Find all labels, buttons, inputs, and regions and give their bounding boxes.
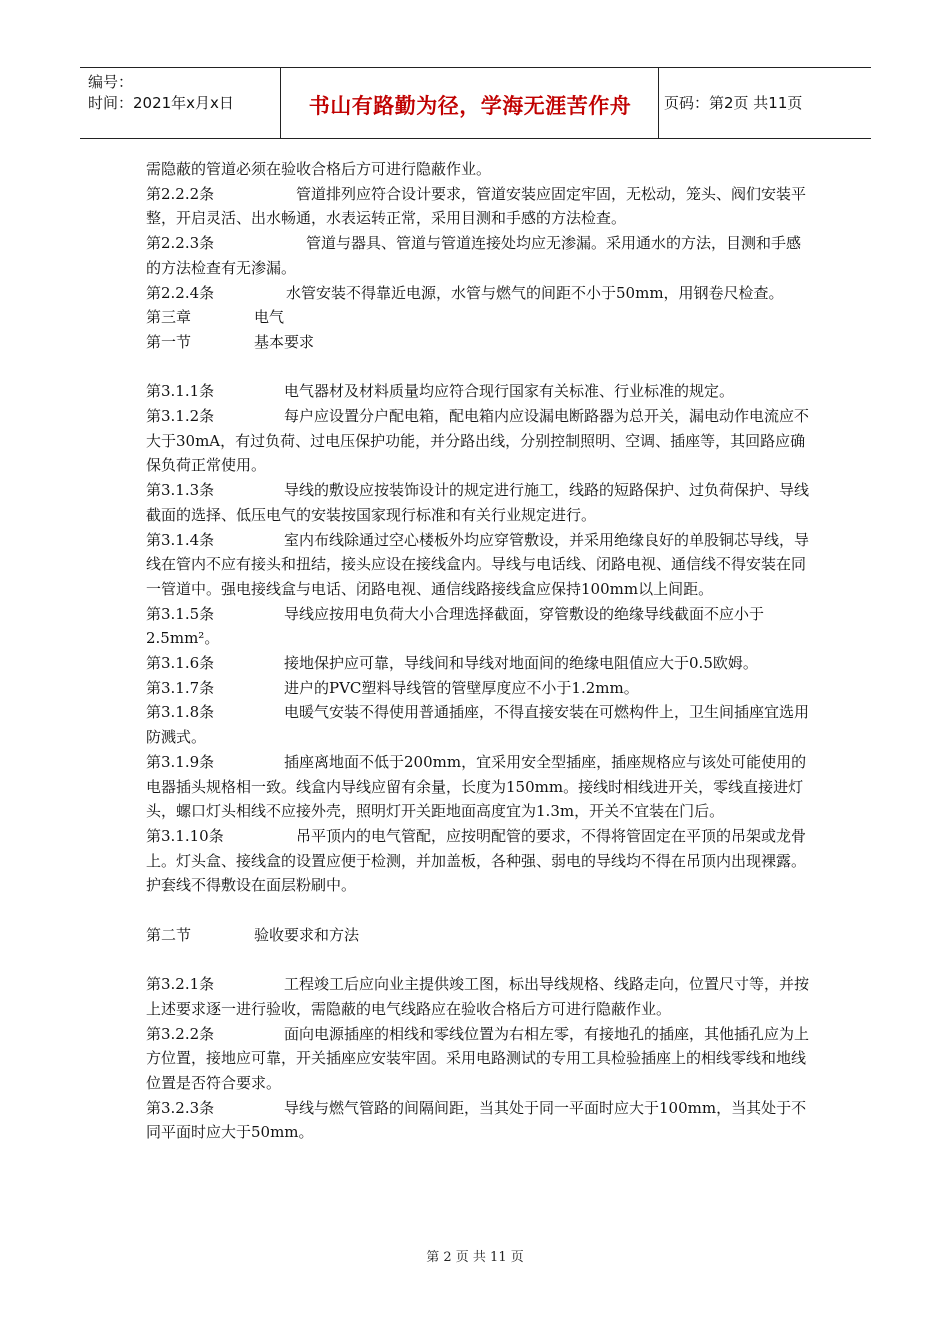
article-paragraph	[146, 824, 812, 898]
article-text: 管道排列应符合设计要求，管道安装应固定牢固，无松动，笼头、阀们安装平整，开启灵活、出水畅通，水表运转正常，采用目测和手感的方法检查。	[146, 184, 807, 228]
article-number: 第3.1.3条	[146, 481, 215, 500]
article-text: 导线的敷设应按装饰设计的规定进行施工，线路的短路保护、过负荷保护、导线截面的选择、低压电气的安装按国家现行标准和有关行业规定进行。	[146, 481, 810, 524]
section-heading	[146, 923, 812, 948]
heading-title: 电气	[254, 308, 285, 327]
article-number: 第3.1.6条	[146, 654, 215, 673]
article-text: 室内布线除通过空心楼板外均应穿管敷设，并采用绝缘良好的单股铜芯导线，导线在管内不应有接头和扭结，接头应设在接线盒内。导线与电话线、闭路电视、通信线不得安装在同一管道中。强电接线盒与电话、闭路电视、通信线路接线盒应保持100mm以上间距。	[146, 530, 810, 598]
article-number: 第2.2.3条	[146, 234, 215, 253]
article-paragraph	[146, 750, 812, 824]
article-text: 管道与器具、管道与管道连接处均应无渗漏。采用通水的方法，目测和手感的方法检查有无渗漏。	[146, 234, 802, 277]
article-paragraph	[146, 651, 812, 676]
article-paragraph	[146, 182, 812, 231]
article-paragraph	[146, 281, 812, 306]
article-number: 第3.1.9条	[146, 752, 215, 771]
article-number: 第3.1.7条	[146, 678, 215, 697]
article-text: 电气器材及材料质量均应符合现行国家有关标准、行业标准的规定。	[284, 382, 735, 401]
blank-line	[146, 947, 812, 972]
article-text: 每户应设置分户配电箱，配电箱内应设漏电断路器为总开关，漏电动作电流应不大于30mA，有过负荷、过电压保护功能，并分路出线，分别控制照明、空调、插座等，其回路应确保负荷正常使用。	[146, 407, 810, 475]
article-number: 第3.1.8条	[146, 703, 215, 722]
article-number: 第3.1.10条	[146, 826, 224, 845]
article-number: 第3.2.1条	[146, 975, 215, 994]
header-page-info: 页码：第2页 共11页	[664, 94, 803, 112]
article-paragraph	[146, 676, 812, 701]
heading-title: 基本要求	[254, 332, 315, 351]
heading-number: 第三章	[146, 308, 192, 327]
article-paragraph	[146, 972, 812, 1021]
article-text: 电暖气安装不得使用普通插座，不得直接安装在可燃构件上，卫生间插座宜选用防溅式。	[146, 703, 810, 747]
heading-number: 第一节	[146, 332, 192, 351]
article-text: 水管安装不得靠近电源，水管与燃气的间距不小于50mm，用钢卷尺检查。	[286, 283, 784, 302]
article-paragraph	[146, 231, 812, 280]
article-text: 工程竣工后应向业主提供竣工图，标出导线规格、线路走向，位置尺寸等，并按上述要求逐一进行验收，需隐蔽的电气线路应在验收合格后方可进行隐蔽作业。	[146, 975, 810, 1018]
article-paragraph	[146, 379, 812, 404]
article-paragraph	[146, 1022, 812, 1096]
header-motto: 书山有路勤为径，学海无涯苦作舟	[308, 94, 632, 118]
page-footer: 第 2 页 共 11 页	[426, 1250, 524, 1265]
article-text: 接地保护应可靠，导线间和导线对地面间的绝缘电阻值应大于0.5欧姆。	[284, 654, 758, 673]
article-text: 导线应按用电负荷大小合理选择截面，穿管敷设的绝缘导线截面不应小于2.5mm²。	[146, 604, 765, 648]
article-paragraph	[146, 700, 812, 749]
article-number: 第2.2.4条	[146, 283, 215, 302]
blank-line	[146, 355, 812, 380]
article-paragraph	[146, 1096, 812, 1145]
article-text: 面向电源插座的相线和零线位置为右相左零，有接地孔的插座，其他插孔应为上方位置，接地应可靠，开关插座应安装牢固。采用电路测试的专用工具检验插座上的相线零线和地线位置是否符合要求。	[146, 1024, 810, 1092]
article-number: 第3.1.5条	[146, 604, 215, 623]
article-paragraph	[146, 528, 812, 602]
article-number: 第3.1.4条	[146, 530, 215, 549]
document-number-label: 编号：	[88, 73, 134, 91]
article-text: 导线与燃气管路的间隔间距，当其处于同一平面时应大于100mm，当其处于不同平面时应大于50mm。	[146, 1098, 807, 1142]
paragraph: 需隐蔽的管道必须在验收合格后方可进行隐蔽作业。	[146, 160, 492, 178]
page-header	[80, 67, 871, 139]
article-number: 第3.1.1条	[146, 382, 215, 401]
article-paragraph	[146, 602, 812, 651]
heading-number: 第二节	[146, 925, 192, 944]
document-body	[146, 157, 812, 1145]
article-text: 进户的PVC塑料导线管的管壁厚度应不小于1.2mm。	[284, 678, 639, 697]
heading-title: 验收要求和方法	[254, 925, 360, 944]
article-number: 第3.1.2条	[146, 407, 215, 426]
section-heading	[146, 305, 812, 330]
header-divider	[658, 68, 659, 138]
article-number: 第3.2.3条	[146, 1098, 215, 1117]
article-text: 插座离地面不低于200mm，宜采用安全型插座，插座规格应与该处可能使用的电器插头规格相一致。线盒内导线应留有余量，长度为150mm。接线时相线进开关，零线直接进灯头，螺口灯头相线不应接外壳，照明灯开关距地面高度宜为1.3m，开关不宜装在门后。	[146, 752, 807, 821]
blank-line	[146, 898, 812, 923]
document-date: 时间：2021年x月x日	[88, 94, 234, 112]
article-paragraph	[146, 404, 812, 478]
article-number: 第2.2.2条	[146, 184, 215, 203]
article-text: 吊平顶内的电气管配，应按明配管的要求，不得将管固定在平顶的吊架或龙骨上。灯头盒、接线盒的设置应便于检测，并加盖板，各种强、弱电的导线均不得在吊顶内出现裸露。护套线不得敷设在面层粉刷中。	[146, 826, 807, 895]
article-number: 第3.2.2条	[146, 1024, 215, 1043]
article-paragraph	[146, 478, 812, 527]
header-meta	[88, 72, 234, 114]
section-heading	[146, 330, 812, 355]
